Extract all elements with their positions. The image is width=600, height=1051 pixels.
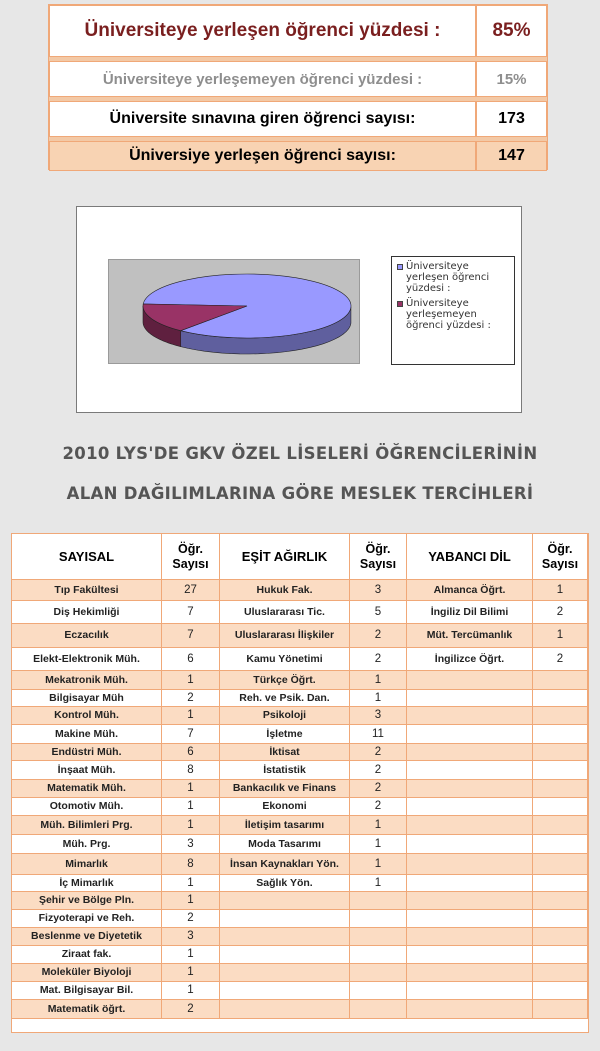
cell-sayisal: Bilgisayar Müh: [12, 690, 162, 707]
cell-sayisal: Tıp Fakültesi: [12, 580, 162, 601]
cell-yabanci-dil-count: [533, 671, 588, 690]
cell-yabanci-dil-count: 2: [533, 601, 588, 624]
cell-esit-agirlik: [220, 928, 350, 946]
cell-sayisal-count: 6: [162, 648, 220, 671]
cell-yabanci-dil-count: 1: [533, 624, 588, 648]
cell-sayisal-count: 27: [162, 580, 220, 601]
cell-yabanci-dil: [407, 892, 533, 910]
placed-percent-value: 85%: [476, 5, 547, 57]
cell-yabanci-dil-count: [533, 854, 588, 875]
cell-sayisal: Otomotiv Müh.: [12, 798, 162, 816]
cell-yabanci-dil-count: [533, 946, 588, 964]
cell-yabanci-dil: [407, 780, 533, 798]
cell-esit-agirlik-count: 1: [350, 690, 407, 707]
cell-sayisal: Endüstri Müh.: [12, 744, 162, 761]
header-yabanci-dil-count: Öğr. Sayısı: [533, 534, 588, 580]
cell-esit-agirlik-count: 1: [350, 835, 407, 854]
cell-esit-agirlik: Uluslararası İlişkiler: [220, 624, 350, 648]
cell-sayisal-count: 1: [162, 780, 220, 798]
cell-esit-agirlik-count: 1: [350, 854, 407, 875]
cell-yabanci-dil: [407, 690, 533, 707]
cell-yabanci-dil-count: [533, 1000, 588, 1019]
cell-sayisal: Elekt-Elektronik Müh.: [12, 648, 162, 671]
cell-esit-agirlik-count: 2: [350, 648, 407, 671]
cell-yabanci-dil: [407, 798, 533, 816]
header-esit-agirlik: EŞİT AĞIRLIK: [220, 534, 350, 580]
cell-sayisal-count: 2: [162, 910, 220, 928]
cell-esit-agirlik-count: 5: [350, 601, 407, 624]
cell-sayisal: Mekatronik Müh.: [12, 671, 162, 690]
cell-sayisal: İnşaat Müh.: [12, 761, 162, 780]
cell-sayisal-count: 8: [162, 761, 220, 780]
cell-sayisal: Eczacılık: [12, 624, 162, 648]
cell-yabanci-dil: İngiliz Dil Bilimi: [407, 601, 533, 624]
cell-yabanci-dil-count: [533, 690, 588, 707]
cell-sayisal-count: 1: [162, 946, 220, 964]
cell-sayisal-count: 6: [162, 744, 220, 761]
cell-esit-agirlik-count: [350, 982, 407, 1000]
cell-esit-agirlik-count: 11: [350, 725, 407, 744]
preferences-table: [11, 533, 589, 1033]
cell-yabanci-dil: [407, 964, 533, 982]
cell-esit-agirlik-count: [350, 1000, 407, 1019]
summary-row-not-placed-percent: [49, 61, 547, 97]
cell-yabanci-dil-count: [533, 875, 588, 892]
cell-esit-agirlik-count: [350, 964, 407, 982]
cell-sayisal-count: 1: [162, 798, 220, 816]
cell-yabanci-dil-count: 2: [533, 648, 588, 671]
cell-yabanci-dil-count: [533, 761, 588, 780]
placed-count-label: Üniversiye yerleşen öğrenci sayısı:: [49, 141, 476, 171]
cell-esit-agirlik-count: [350, 892, 407, 910]
cell-sayisal: Şehir ve Bölge Pln.: [12, 892, 162, 910]
cell-yabanci-dil-count: [533, 910, 588, 928]
cell-yabanci-dil: Müt. Tercümanlık: [407, 624, 533, 648]
cell-esit-agirlik-count: [350, 928, 407, 946]
cell-sayisal: Beslenme ve Diyetetik: [12, 928, 162, 946]
cell-sayisal-count: 1: [162, 816, 220, 835]
cell-sayisal-count: 3: [162, 928, 220, 946]
cell-esit-agirlik: İnsan Kaynakları Yön.: [220, 854, 350, 875]
cell-esit-agirlik: Kamu Yönetimi: [220, 648, 350, 671]
header-yabanci-dil: YABANCI DİL: [407, 534, 533, 580]
cell-esit-agirlik-count: 2: [350, 798, 407, 816]
section-heading-line1: 2010 LYS'DE GKV ÖZEL LİSELERİ ÖĞRENCİLERİNİN: [62, 444, 538, 463]
exam-takers-value: 173: [476, 101, 547, 137]
pie-plot-area: [108, 259, 360, 364]
cell-yabanci-dil: [407, 761, 533, 780]
cell-esit-agirlik: Türkçe Öğrt.: [220, 671, 350, 690]
cell-sayisal: Fizyoterapi ve Reh.: [12, 910, 162, 928]
section-heading-line2: ALAN DAĞILIMLARINA GÖRE MESLEK TERCİHLERİ: [66, 484, 534, 503]
pie-legend: [391, 256, 515, 365]
cell-sayisal-count: 1: [162, 982, 220, 1000]
cell-esit-agirlik: İşletme: [220, 725, 350, 744]
cell-yabanci-dil: [407, 835, 533, 854]
cell-yabanci-dil: [407, 854, 533, 875]
cell-esit-agirlik-count: 3: [350, 580, 407, 601]
cell-esit-agirlik-count: [350, 910, 407, 928]
cell-esit-agirlik: İktisat: [220, 744, 350, 761]
cell-sayisal-count: 1: [162, 964, 220, 982]
cell-esit-agirlik: [220, 964, 350, 982]
cell-sayisal: Matematik öğrt.: [12, 1000, 162, 1019]
summary-row-placed-count: [49, 141, 547, 171]
legend-swatch-placed: [397, 264, 403, 270]
header-esit-agirlik-count: Öğr. Sayısı: [350, 534, 407, 580]
cell-yabanci-dil-count: [533, 707, 588, 725]
cell-sayisal: Matematik Müh.: [12, 780, 162, 798]
cell-yabanci-dil-count: [533, 835, 588, 854]
cell-sayisal: Moleküler Biyoloji: [12, 964, 162, 982]
cell-esit-agirlik-count: 2: [350, 780, 407, 798]
cell-yabanci-dil: [407, 725, 533, 744]
cell-esit-agirlik: Bankacılık ve Finans: [220, 780, 350, 798]
cell-yabanci-dil: [407, 744, 533, 761]
cell-yabanci-dil: [407, 671, 533, 690]
summary-row-placed-percent: [49, 5, 547, 57]
cell-sayisal-count: 2: [162, 1000, 220, 1019]
cell-esit-agirlik-count: 1: [350, 875, 407, 892]
cell-esit-agirlik: Moda Tasarımı: [220, 835, 350, 854]
cell-esit-agirlik: Hukuk Fak.: [220, 580, 350, 601]
cell-yabanci-dil: [407, 910, 533, 928]
cell-yabanci-dil: [407, 816, 533, 835]
not-placed-percent-label: Üniversiteye yerleşemeyen öğrenci yüzdesi :: [49, 61, 476, 97]
cell-yabanci-dil: İngilizce Öğrt.: [407, 648, 533, 671]
cell-esit-agirlik: Uluslararası Tic.: [220, 601, 350, 624]
legend-label-placed: Üniversiteye yerleşen öğrenci yüzdesi :: [406, 261, 490, 294]
legend-swatch-not-placed: [397, 301, 403, 307]
cell-esit-agirlik: [220, 982, 350, 1000]
cell-esit-agirlik-count: [350, 946, 407, 964]
summary-table: [48, 4, 548, 170]
cell-esit-agirlik: Psikoloji: [220, 707, 350, 725]
cell-yabanci-dil-count: [533, 780, 588, 798]
cell-esit-agirlik: İstatistik: [220, 761, 350, 780]
cell-esit-agirlik: Reh. ve Psik. Dan.: [220, 690, 350, 707]
pie-chart: [76, 206, 522, 413]
cell-sayisal-count: 7: [162, 624, 220, 648]
cell-esit-agirlik: [220, 910, 350, 928]
exam-takers-label: Üniversite sınavına giren öğrenci sayısı:: [49, 101, 476, 137]
cell-yabanci-dil: [407, 928, 533, 946]
cell-yabanci-dil-count: [533, 798, 588, 816]
cell-sayisal: Ziraat fak.: [12, 946, 162, 964]
cell-sayisal-count: 8: [162, 854, 220, 875]
cell-esit-agirlik: [220, 892, 350, 910]
cell-sayisal: Müh. Prg.: [12, 835, 162, 854]
cell-yabanci-dil: [407, 982, 533, 1000]
cell-yabanci-dil-count: [533, 816, 588, 835]
cell-sayisal-count: 1: [162, 707, 220, 725]
cell-sayisal-count: 7: [162, 725, 220, 744]
cell-esit-agirlik: Ekonomi: [220, 798, 350, 816]
cell-sayisal: Kontrol Müh.: [12, 707, 162, 725]
cell-esit-agirlik-count: 2: [350, 624, 407, 648]
cell-sayisal-count: 7: [162, 601, 220, 624]
cell-yabanci-dil: [407, 946, 533, 964]
cell-esit-agirlik-count: 1: [350, 671, 407, 690]
cell-yabanci-dil: [407, 875, 533, 892]
legend-item-placed: [397, 261, 509, 294]
cell-yabanci-dil-count: [533, 964, 588, 982]
cell-yabanci-dil-count: [533, 928, 588, 946]
cell-esit-agirlik: Sağlık Yön.: [220, 875, 350, 892]
pie-chart-svg: [109, 260, 361, 365]
cell-esit-agirlik-count: 2: [350, 744, 407, 761]
cell-esit-agirlik: İletişim tasarımı: [220, 816, 350, 835]
cell-yabanci-dil: [407, 707, 533, 725]
cell-esit-agirlik-count: 3: [350, 707, 407, 725]
cell-yabanci-dil-count: [533, 982, 588, 1000]
cell-sayisal: Makine Müh.: [12, 725, 162, 744]
summary-row-exam-takers: [49, 101, 547, 137]
legend-label-not-placed: Üniversiteye yerleşemeyen öğrenci yüzdesi :: [406, 298, 491, 331]
cell-sayisal: Mat. Bilgisayar Bil.: [12, 982, 162, 1000]
cell-sayisal: Diş Hekimliği: [12, 601, 162, 624]
cell-yabanci-dil-count: [533, 892, 588, 910]
cell-sayisal-count: 2: [162, 690, 220, 707]
placed-percent-label: Üniversiteye yerleşen öğrenci yüzdesi :: [49, 5, 476, 57]
cell-sayisal: Mimarlık: [12, 854, 162, 875]
cell-yabanci-dil: Almanca Öğrt.: [407, 580, 533, 601]
header-sayisal: SAYISAL: [12, 534, 162, 580]
cell-yabanci-dil-count: [533, 725, 588, 744]
cell-sayisal-count: 1: [162, 875, 220, 892]
cell-esit-agirlik: [220, 946, 350, 964]
cell-sayisal-count: 1: [162, 671, 220, 690]
cell-sayisal-count: 1: [162, 892, 220, 910]
header-sayisal-count: Öğr. Sayısı: [162, 534, 220, 580]
cell-sayisal: Müh. Bilimleri Prg.: [12, 816, 162, 835]
placed-count-value: 147: [476, 141, 547, 171]
not-placed-percent-value: 15%: [476, 61, 547, 97]
cell-yabanci-dil: [407, 1000, 533, 1019]
cell-esit-agirlik-count: 2: [350, 761, 407, 780]
cell-yabanci-dil-count: 1: [533, 580, 588, 601]
cell-esit-agirlik-count: 1: [350, 816, 407, 835]
legend-item-not-placed: [397, 298, 509, 331]
cell-sayisal-count: 3: [162, 835, 220, 854]
cell-esit-agirlik: [220, 1000, 350, 1019]
cell-sayisal: İç Mimarlık: [12, 875, 162, 892]
cell-yabanci-dil-count: [533, 744, 588, 761]
